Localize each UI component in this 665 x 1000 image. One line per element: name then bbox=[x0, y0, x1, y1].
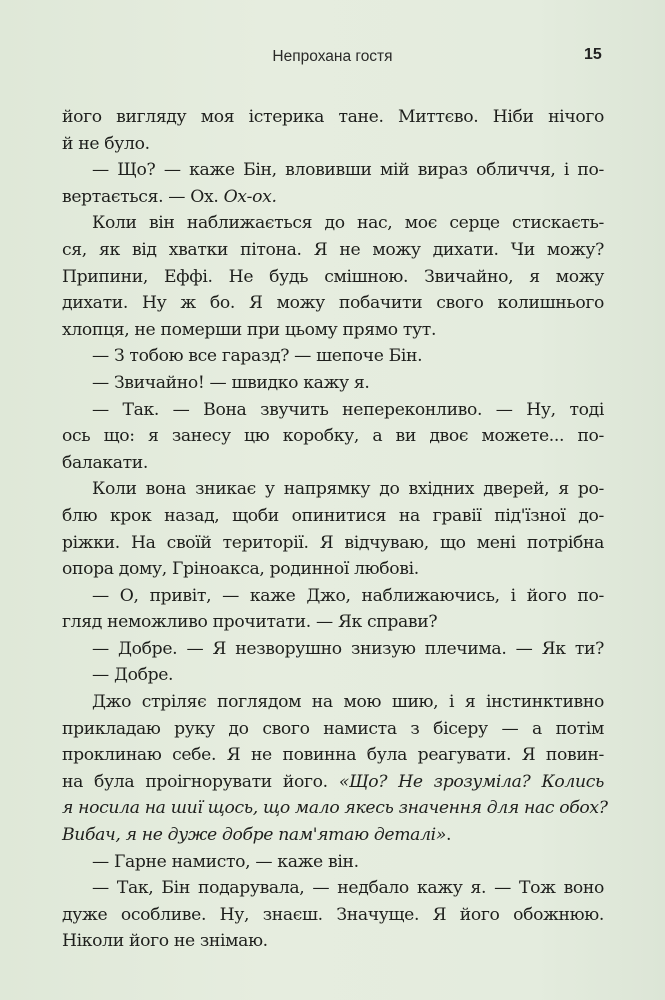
text-segment: дихати. Ну ж бо. Я можу побачити свого колишнього bbox=[62, 293, 604, 314]
text-line bbox=[62, 210, 604, 237]
text-segment: . bbox=[446, 825, 452, 846]
text-segment: проклинаю себе. Я не повинна була реагувати. Я повин- bbox=[62, 745, 604, 766]
text-segment: — Добре. — Я незворушно знизую плечима. — Як ти? bbox=[92, 638, 604, 659]
text-line bbox=[62, 609, 604, 636]
text-segment: й не було. bbox=[62, 133, 150, 154]
text-segment: його вигляду моя істерика тане. Миттєво. Ніби нічого bbox=[62, 107, 604, 127]
running-head-title: Непрохана гостя bbox=[272, 48, 393, 65]
text-line bbox=[62, 902, 604, 929]
text-line bbox=[62, 290, 604, 317]
text-segment: — Так, Бін подарувала, — недбало кажу я. — Тож воно bbox=[92, 878, 604, 899]
text-line bbox=[62, 423, 604, 450]
text-segment: — З тобою все гаразд? — шепоче Бін. bbox=[92, 346, 423, 367]
text-line bbox=[62, 104, 604, 131]
text-line bbox=[62, 157, 604, 184]
text-line bbox=[62, 184, 604, 211]
text-segment: — Так. — Вона звучить непереконливо. — Ну, тоді bbox=[92, 399, 604, 420]
text-line bbox=[62, 662, 604, 689]
text-segment: блю крок назад, щоби опинитися на гравії під'їзної до- bbox=[62, 505, 604, 526]
body-text bbox=[62, 104, 608, 955]
text-segment: Припини, Еффі. Не будь смішною. Звичайно, я можу bbox=[62, 266, 604, 287]
text-line bbox=[62, 370, 604, 397]
text-segment: ся, як від хватки пітона. Я не можу дихати. Чи можу? bbox=[62, 239, 604, 260]
text-segment: — О, привіт, — каже Джо, наближаючись, і його по- bbox=[92, 585, 604, 606]
text-line bbox=[62, 716, 604, 743]
text-segment: — Що? — каже Бін, вловивши мій вираз обличчя, і по- bbox=[92, 160, 604, 181]
text-line bbox=[62, 317, 604, 344]
text-segment: дуже особливе. Ну, знаєш. Значуще. Я його обожнюю. bbox=[62, 904, 604, 925]
text-segment: вертається. — Ох. bbox=[62, 186, 224, 207]
text-line bbox=[62, 689, 604, 716]
text-segment: хлопця, не померши при цьому прямо тут. bbox=[62, 319, 437, 340]
text-segment: — Добре. bbox=[92, 665, 174, 686]
text-segment: — Гарне намисто, — каже він. bbox=[92, 851, 359, 872]
text-line bbox=[62, 583, 604, 610]
italic-text: Ох-ох. bbox=[223, 186, 277, 207]
text-segment: гляд неможливо прочитати. — Як справи? bbox=[62, 612, 438, 633]
text-line bbox=[62, 928, 604, 955]
text-segment: Коли вона зникає у напрямку до вхідних дверей, я ро- bbox=[92, 479, 604, 500]
text-segment: Ніколи його не знімаю. bbox=[62, 931, 268, 952]
text-segment: ось що: я занесу цю коробку, а ви двоє можете... по- bbox=[62, 426, 604, 447]
text-segment: прикладаю руку до свого намиста з бісеру — а потім bbox=[62, 718, 604, 739]
text-line bbox=[62, 237, 604, 264]
italic-text: я носила на шиї щось, що мало якесь значення для нас обох? bbox=[62, 798, 608, 819]
text-segment: Коли він наближається до нас, моє серце стискаєть- bbox=[92, 213, 604, 234]
text-line bbox=[62, 450, 604, 477]
text-segment: опора дому, Гріноакса, родинної любові. bbox=[62, 559, 419, 580]
text-line bbox=[62, 636, 604, 663]
text-line bbox=[62, 264, 604, 291]
text-line bbox=[62, 769, 604, 796]
italic-text: «Що? Не зрозуміла? Колись bbox=[338, 771, 604, 792]
text-line bbox=[62, 503, 604, 530]
text-line bbox=[62, 343, 604, 370]
italic-text: Вибач, я не дуже добре пам'ятаю деталі» bbox=[62, 825, 446, 846]
text-segment: — Звичайно! — швидко кажу я. bbox=[92, 372, 370, 393]
text-segment: ріжки. На своїй території. Я відчуваю, що мені потрібна bbox=[62, 532, 604, 553]
text-line bbox=[62, 742, 604, 769]
text-line bbox=[62, 795, 608, 822]
text-line bbox=[62, 822, 604, 849]
text-segment: на була проігнорувати його. bbox=[62, 771, 339, 792]
text-line bbox=[62, 397, 604, 424]
text-line bbox=[62, 476, 604, 503]
text-line bbox=[62, 849, 604, 876]
text-line bbox=[62, 556, 604, 583]
text-segment: Джо стріляє поглядом на мою шию, і я інстинктивно bbox=[92, 692, 604, 713]
text-segment: балакати. bbox=[62, 452, 149, 473]
page-number: 15 bbox=[584, 46, 602, 63]
text-line bbox=[62, 131, 604, 158]
text-line bbox=[62, 875, 604, 902]
text-line bbox=[62, 530, 604, 557]
